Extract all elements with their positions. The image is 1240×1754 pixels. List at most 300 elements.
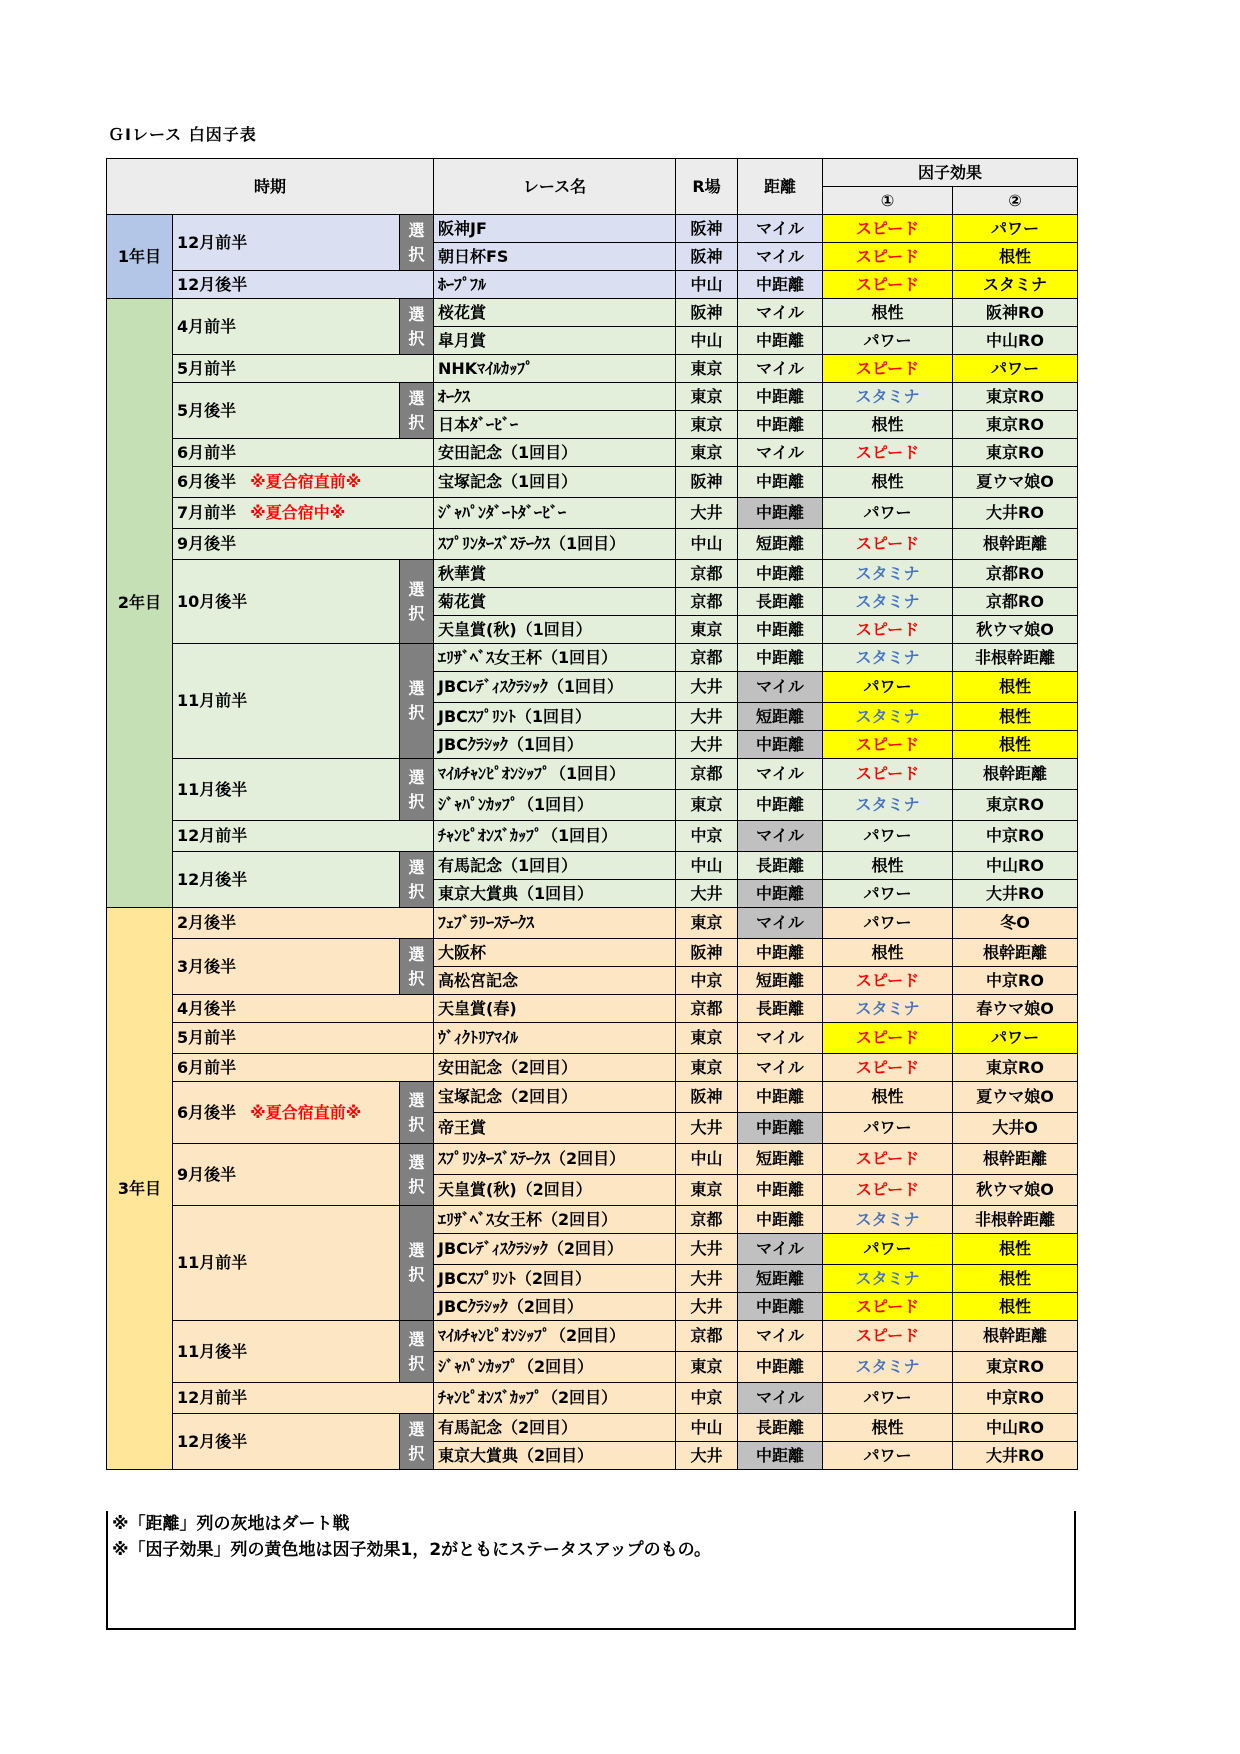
race-distance: マイル [738,215,823,243]
race-name: 東京大賞典（2回目） [434,1442,676,1470]
factor-2: 秋ウマ娘O [953,1175,1078,1206]
factor-2: パワー [953,1023,1078,1054]
race-venue: 中山 [676,852,738,880]
factor-1: パワー [823,672,953,703]
race-distance: マイル [738,1234,823,1265]
race-name: JBCﾚﾃﾞｨｽｸﾗｼｯｸ（2回目） [434,1234,676,1265]
period-label: 2月後半 [177,913,237,932]
factor-1: スピード [823,616,953,644]
table-row [107,383,1078,411]
race-venue: 大井 [676,672,738,703]
race-distance: 中距離 [738,327,823,355]
race-name: 日本ﾀﾞｰﾋﾞｰ [434,411,676,439]
period-cell [173,939,400,995]
race-venue: 中京 [676,967,738,995]
table-row [107,215,1078,243]
factor-1: スピード [823,1175,953,1206]
period-label: 6月前半 [177,1057,237,1077]
race-distance: 中距離 [738,383,823,411]
period-label: 12月後半 [177,274,248,294]
race-distance: マイル [738,821,823,852]
factor-2: 中京RO [953,967,1078,995]
table-row [107,908,1078,939]
select-char: 択 [408,244,425,264]
race-distance: マイル [738,439,823,467]
header-factor-2: ② [953,187,1078,215]
factor-2: 根幹距離 [953,529,1078,560]
year-label: 2年目 [107,299,173,908]
factor-1: スタミナ [823,1206,953,1234]
race-name: 大阪杯 [434,939,676,967]
select-marker [400,1144,434,1206]
select-char: 択 [408,703,425,722]
race-venue: 京都 [676,759,738,790]
period-cell [173,1321,400,1383]
factor-1: スタミナ [823,703,953,731]
factor-1: スピード [823,243,953,271]
race-distance: マイル [738,1383,823,1414]
period-cell [173,821,434,852]
period-label: 5月前半 [177,358,237,378]
select-char: 選 [408,944,425,964]
period-label: 12月前半 [177,1388,248,1407]
race-distance: 中距離 [738,1082,823,1113]
select-char: 選 [408,304,425,324]
race-name: ｽﾌﾟﾘﾝﾀｰｽﾞｽﾃｰｸｽ（2回目） [434,1144,676,1175]
race-distance: マイル [738,908,823,939]
select-char: 選 [408,857,425,877]
race-name: ﾁｬﾝﾋﾟｵﾝｽﾞｶｯﾌﾟ（2回目） [434,1383,676,1414]
race-distance: 中距離 [738,411,823,439]
race-venue: 東京 [676,355,738,383]
race-distance: マイル [738,243,823,271]
race-distance: 中距離 [738,1206,823,1234]
race-venue: 東京 [676,908,738,939]
factor-1: パワー [823,1234,953,1265]
select-char: 択 [408,791,425,811]
race-venue: 大井 [676,498,738,529]
period-label: 3月後半 [177,956,237,976]
table-row [107,1144,1078,1175]
race-venue: 中山 [676,529,738,560]
race-name: 安田記念（1回目） [434,439,676,467]
factor-2: 東京RO [953,439,1078,467]
select-char: 選 [408,388,425,408]
race-distance: マイル [738,1023,823,1054]
race-name: 天皇賞(秋)（1回目） [434,616,676,644]
period-cell [173,1206,400,1321]
factor-1: 根性 [823,411,953,439]
race-name: ﾌｪﾌﾞﾗﾘｰｽﾃｰｸｽ [434,908,676,939]
page-title: ＧⅠレース 白因子表 [108,125,257,144]
period-cell [173,759,400,821]
factor-1: スタミナ [823,383,953,411]
race-distance: 中距離 [738,467,823,498]
factor-2: 中京RO [953,1383,1078,1414]
factor-2: 京都RO [953,560,1078,588]
header-distance: 距離 [738,159,823,215]
table-row [107,939,1078,967]
table-row [107,995,1078,1023]
period-cell [173,299,400,355]
race-name: ﾁｬﾝﾋﾟｵﾝｽﾞｶｯﾌﾟ（1回目） [434,821,676,852]
select-char: 択 [408,881,425,901]
select-marker [400,299,434,355]
race-distance: マイル [738,355,823,383]
factor-2: 非根幹距離 [953,644,1078,672]
race-name: ｴﾘｻﾞﾍﾞｽ女王杯（1回目） [434,644,676,672]
race-venue: 中山 [676,327,738,355]
select-char: 択 [408,968,425,988]
race-name: JBCｽﾌﾟﾘﾝﾄ（2回目） [434,1265,676,1293]
race-venue: 京都 [676,1206,738,1234]
race-venue: 中山 [676,1414,738,1442]
race-name: 阪神JF [434,215,676,243]
factor-2: 東京RO [953,1054,1078,1082]
select-char: 選 [408,1419,425,1439]
race-venue: 大井 [676,1265,738,1293]
race-distance: マイル [738,299,823,327]
race-distance: 中距離 [738,644,823,672]
race-name: 宝塚記念（1回目） [434,467,676,498]
select-marker [400,939,434,995]
period-note: ※夏合宿直前※ [250,472,362,491]
race-venue: 阪神 [676,299,738,327]
factor-2: パワー [953,215,1078,243]
table-row [107,299,1078,327]
race-venue: 大井 [676,731,738,759]
factor-1: スピード [823,1023,953,1054]
select-char: 択 [408,1176,425,1196]
table-row [107,467,1078,498]
table-row [107,498,1078,529]
race-distance: 短距離 [738,967,823,995]
period-label: 5月後半 [177,400,237,420]
race-name: 安田記念（2回目） [434,1054,676,1082]
race-venue: 中京 [676,1383,738,1414]
factor-1: スピード [823,1321,953,1352]
note-yellow: ※「因子効果」列の黄色地は因子効果1，2がともにステータスアップのもの。 [112,1540,711,1560]
select-char: 択 [408,328,425,348]
race-name: ｴﾘｻﾞﾍﾞｽ女王杯（2回目） [434,1206,676,1234]
factor-1: スタミナ [823,1265,953,1293]
factor-2: 阪神RO [953,299,1078,327]
race-name: ｽﾌﾟﾘﾝﾀｰｽﾞｽﾃｰｸｽ（1回目） [434,529,676,560]
select-char: 択 [408,1265,425,1284]
race-distance: マイル [738,1321,823,1352]
factor-2: 根性 [953,1234,1078,1265]
period-label: 11月後半 [177,779,248,799]
factor-2: 東京RO [953,790,1078,821]
period-cell [173,1054,434,1082]
factor-1: スピード [823,439,953,467]
race-name: JBCｸﾗｼｯｸ（2回目） [434,1293,676,1321]
select-marker [400,759,434,821]
factor-1: 根性 [823,852,953,880]
race-name: 高松宮記念 [434,967,676,995]
factor-2: 東京RO [953,383,1078,411]
race-venue: 大井 [676,703,738,731]
race-venue: 大井 [676,1234,738,1265]
race-distance: マイル [738,1054,823,1082]
table-row [107,1054,1078,1082]
race-distance: 中距離 [738,1352,823,1383]
table-row [107,1082,1078,1113]
race-distance: マイル [738,759,823,790]
period-label: 12月前半 [177,826,248,845]
race-venue: 京都 [676,588,738,616]
period-label: 10月後半 [177,591,248,611]
period-label: 9月後半 [177,534,237,553]
race-name: ﾎｰﾌﾟﾌﾙ [434,271,676,299]
race-venue: 東京 [676,383,738,411]
race-name: 宝塚記念（2回目） [434,1082,676,1113]
race-distance: 中距離 [738,1293,823,1321]
factor-1: スタミナ [823,644,953,672]
race-name: ｳﾞｨｸﾄﾘｱﾏｲﾙ [434,1023,676,1054]
factor-1: スピード [823,1144,953,1175]
table-row [107,439,1078,467]
note-dirt: ※「距離」列の灰地はダート戦 [112,1514,350,1534]
race-venue: 大井 [676,1113,738,1144]
factor-2: 根性 [953,703,1078,731]
factor-2: 大井O [953,1113,1078,1144]
race-venue: 東京 [676,439,738,467]
factor-1: パワー [823,821,953,852]
race-venue: 京都 [676,1321,738,1352]
period-cell [173,644,400,759]
race-distance: 短距離 [738,529,823,560]
select-char: 選 [408,767,425,787]
race-distance: 中距離 [738,1442,823,1470]
race-name: 皐月賞 [434,327,676,355]
factor-2: 東京RO [953,1352,1078,1383]
race-venue: 阪神 [676,467,738,498]
period-label: 7月前半 [177,503,237,522]
factor-1: スピード [823,1054,953,1082]
race-venue: 京都 [676,560,738,588]
race-distance: 中距離 [738,731,823,759]
factor-2: 春ウマ娘O [953,995,1078,1023]
factor-2: パワー [953,355,1078,383]
race-venue: 中山 [676,1144,738,1175]
race-name: ｼﾞｬﾊﾟﾝｶｯﾌﾟ（1回目） [434,790,676,821]
race-name: 東京大賞典（1回目） [434,880,676,908]
year-label: 3年目 [107,908,173,1470]
table-row [107,1206,1078,1234]
factor-2: 中山RO [953,327,1078,355]
header-factor: 因子効果 [823,159,1078,187]
select-marker [400,383,434,439]
factor-2: 中山RO [953,852,1078,880]
period-label: 4月前半 [177,316,237,336]
race-distance: 中距離 [738,939,823,967]
factor-2: 根幹距離 [953,1321,1078,1352]
table-row [107,1023,1078,1054]
race-name: 有馬記念（2回目） [434,1414,676,1442]
race-name: ﾏｲﾙﾁｬﾝﾋﾟｵﾝｼｯﾌﾟ（2回目） [434,1321,676,1352]
race-distance: 長距離 [738,995,823,1023]
race-distance: 短距離 [738,703,823,731]
race-distance: 短距離 [738,1265,823,1293]
factor-2: 非根幹距離 [953,1206,1078,1234]
factor-1: スタミナ [823,1352,953,1383]
factor-2: 根性 [953,243,1078,271]
select-char: 選 [408,1329,425,1349]
select-char: 選 [408,1152,425,1172]
race-venue: 京都 [676,644,738,672]
notes-box [106,1511,1076,1630]
factor-2: 根幹距離 [953,939,1078,967]
period-cell [173,383,400,439]
select-char: 択 [408,1443,425,1463]
factor-1: 根性 [823,1082,953,1113]
factor-1: パワー [823,880,953,908]
period-cell [173,1023,434,1054]
table-row [107,1383,1078,1414]
factor-2: 根性 [953,672,1078,703]
period-label: 4月後半 [177,998,237,1018]
select-marker [400,560,434,644]
race-name: ｼﾞｬﾊﾟﾝｶｯﾌﾟ（2回目） [434,1352,676,1383]
factor-1: パワー [823,1113,953,1144]
factor-2: 根性 [953,731,1078,759]
table-row [107,821,1078,852]
race-distance: マイル [738,672,823,703]
factor-2: 大井RO [953,498,1078,529]
factor-2: 冬O [953,908,1078,939]
year-label: 1年目 [107,215,173,299]
factor-1: スピード [823,355,953,383]
period-label: 11月前半 [177,1253,248,1272]
factor-2: スタミナ [953,271,1078,299]
factor-1: スピード [823,731,953,759]
race-venue: 東京 [676,1023,738,1054]
race-name: JBCﾚﾃﾞｨｽｸﾗｼｯｸ（1回目） [434,672,676,703]
race-distance: 中距離 [738,880,823,908]
race-name: JBCｸﾗｼｯｸ（1回目） [434,731,676,759]
race-distance: 中距離 [738,616,823,644]
select-char: 選 [408,679,425,698]
factor-1: 根性 [823,299,953,327]
race-name: ｼﾞｬﾊﾟﾝﾀﾞｰﾄﾀﾞｰﾋﾞｰ [434,498,676,529]
race-venue: 東京 [676,1175,738,1206]
race-name: 桜花賞 [434,299,676,327]
race-distance: 中距離 [738,1113,823,1144]
header-period: 時期 [107,159,434,215]
race-venue: 阪神 [676,243,738,271]
period-label: 6月前半 [177,442,237,462]
period-cell [173,271,434,299]
table-body [107,215,1078,1470]
select-char: 択 [408,603,425,623]
select-char: 択 [408,412,425,432]
period-label: 6月後半 [177,1102,237,1122]
factor-1: 根性 [823,1414,953,1442]
select-marker [400,852,434,908]
race-name: 天皇賞(秋)（2回目） [434,1175,676,1206]
race-venue: 東京 [676,411,738,439]
period-cell [173,1414,400,1470]
header-race: レース名 [434,159,676,215]
race-venue: 阪神 [676,1082,738,1113]
race-name: 菊花賞 [434,588,676,616]
race-distance: 中距離 [738,560,823,588]
select-char: 選 [408,1090,425,1110]
period-cell [173,215,400,271]
race-venue: 東京 [676,1352,738,1383]
period-label: 11月後半 [177,1341,248,1361]
factor-1: パワー [823,908,953,939]
table-row [107,644,1078,672]
race-distance: 短距離 [738,1144,823,1175]
factor-1: スタミナ [823,588,953,616]
factor-2: 夏ウマ娘O [953,1082,1078,1113]
factor-1: スタミナ [823,790,953,821]
table-row [107,1414,1078,1442]
factor-1: スピード [823,759,953,790]
select-marker [400,1082,434,1144]
race-distance: 中距離 [738,271,823,299]
race-distance: 長距離 [738,588,823,616]
race-venue: 京都 [676,995,738,1023]
factor-2: 大井RO [953,1442,1078,1470]
factor-1: スピード [823,529,953,560]
factor-1: パワー [823,327,953,355]
period-cell [173,355,434,383]
race-distance: 長距離 [738,1414,823,1442]
period-cell [173,1144,400,1206]
race-name: 帝王賞 [434,1113,676,1144]
factor-1: パワー [823,498,953,529]
select-char: 択 [408,1114,425,1134]
period-label: 12月後半 [177,869,248,889]
factor-1: 根性 [823,939,953,967]
race-name: JBCｽﾌﾟﾘﾝﾄ（1回目） [434,703,676,731]
race-venue: 東京 [676,790,738,821]
period-label: 6月後半 [177,472,237,491]
factor-table [106,158,1078,1470]
factor-1: スタミナ [823,560,953,588]
factor-2: 根性 [953,1265,1078,1293]
table-row [107,529,1078,560]
race-venue: 阪神 [676,939,738,967]
factor-2: 中京RO [953,821,1078,852]
race-venue: 東京 [676,1054,738,1082]
factor-2: 夏ウマ娘O [953,467,1078,498]
table-row [107,355,1078,383]
header-factor-1: ① [823,187,953,215]
period-cell [173,995,434,1023]
race-name: ﾏｲﾙﾁｬﾝﾋﾟｵﾝｼｯﾌﾟ（1回目） [434,759,676,790]
race-distance: 中距離 [738,790,823,821]
race-name: ｵｰｸｽ [434,383,676,411]
table-row [107,271,1078,299]
race-name: NHKﾏｲﾙｶｯﾌﾟ [434,355,676,383]
period-cell [173,498,434,529]
table-row [107,852,1078,880]
factor-2: 中山RO [953,1414,1078,1442]
factor-1: スタミナ [823,995,953,1023]
race-distance: 中距離 [738,1175,823,1206]
race-venue: 東京 [676,616,738,644]
factor-1: スピード [823,1293,953,1321]
factor-2: 京都RO [953,588,1078,616]
select-marker [400,644,434,759]
factor-1: パワー [823,1383,953,1414]
race-name: 朝日杯FS [434,243,676,271]
race-venue: 大井 [676,880,738,908]
